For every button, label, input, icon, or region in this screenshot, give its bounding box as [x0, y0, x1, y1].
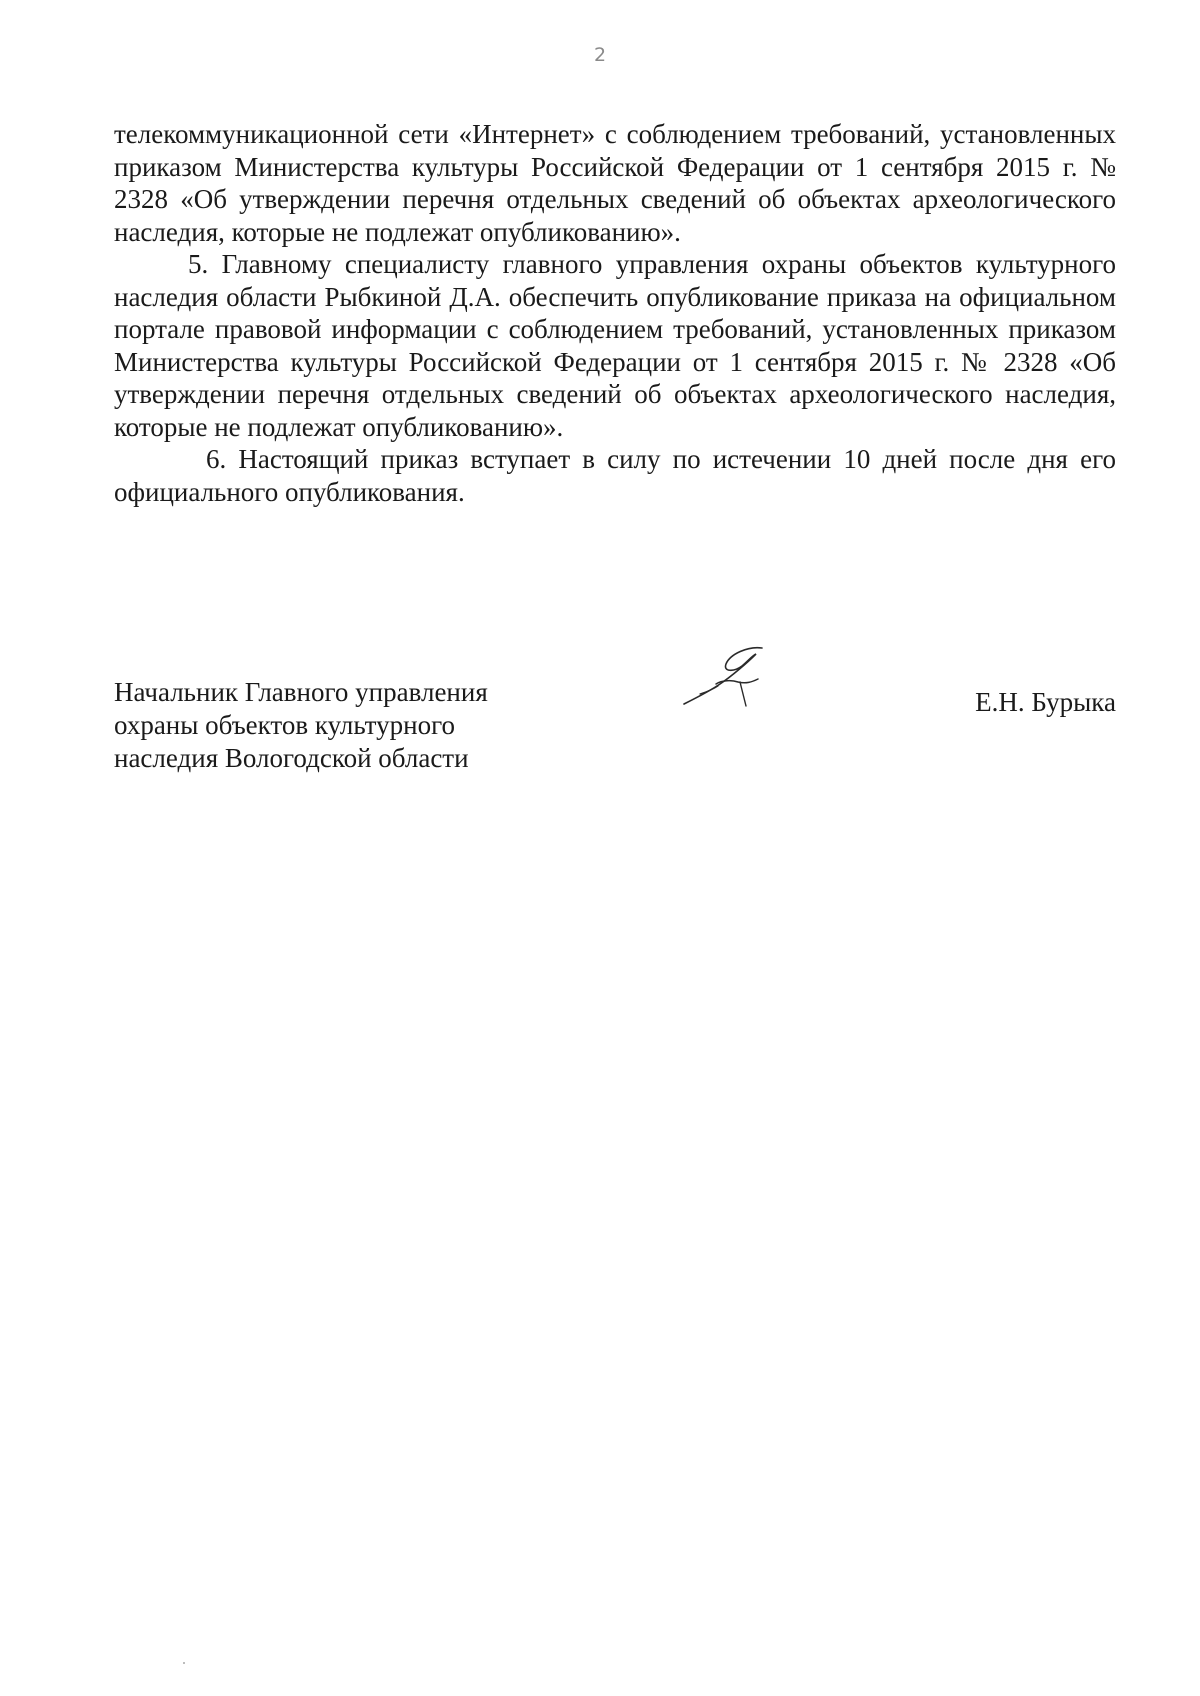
paragraph-5: 5. Главному специалисту главного управления охраны объектов культурного наследия области Рыбкиной Д.А. обеспечить опубликование приказа на официальном портале правовой информации с соблюдением требований, установленных приказом Министерства культуры Российской Федерации от 1 сентября 2015 г. № 2328 «Об утверждении перечня отдельных сведений об объектах археологического наследия, которые не подлежат опубликованию».	[114, 249, 1116, 442]
signer-position-line: наследия Вологодской области	[114, 743, 469, 773]
signer-name: Е.Н. Бурыка	[975, 687, 1116, 717]
signer-position-line: Начальник Главного управления	[114, 677, 488, 707]
document-body	[114, 118, 1116, 508]
scan-artifact	[183, 1662, 185, 1664]
page-number: 2	[593, 44, 607, 66]
signature-block	[114, 676, 1116, 796]
paragraph-6: 6. Настоящий приказ вступает в силу по истечении 10 дней после дня его официального опубликования.	[114, 444, 1116, 507]
handwritten-signature-icon	[676, 646, 786, 726]
signer-position-line: охраны объектов культурного	[114, 710, 455, 740]
signer-position	[114, 676, 554, 775]
paragraph-continuation: телекоммуникационной сети «Интернет» с соблюдением требований, установленных приказом Министерства культуры Российской Федерации от 1 сентября 2015 г. № 2328 «Об утверждении перечня отдельных сведений об объектах археологического наследия, которые не подлежат опубликованию».	[114, 119, 1116, 247]
